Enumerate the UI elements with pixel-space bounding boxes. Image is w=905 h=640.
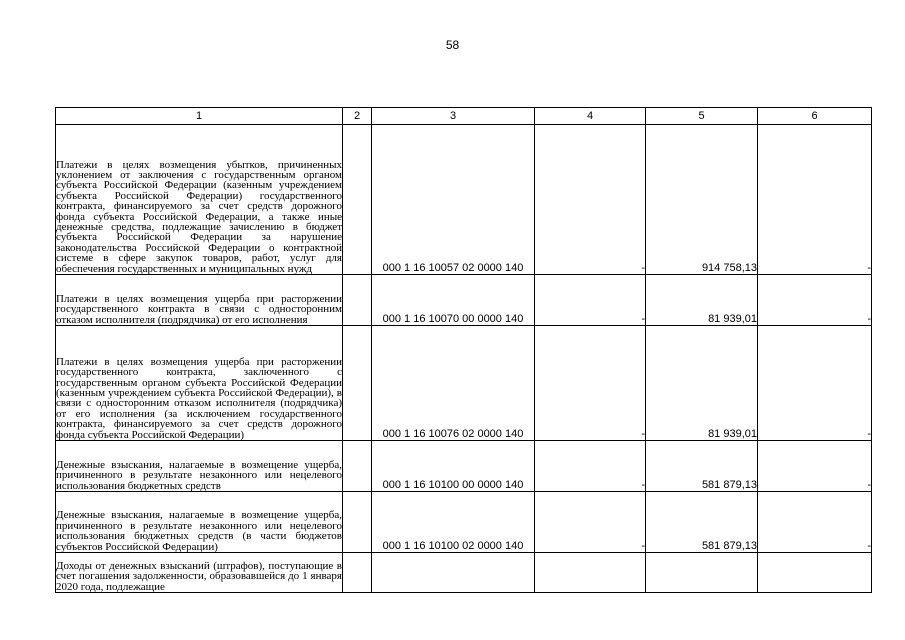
row-col6: - xyxy=(758,275,872,326)
table-row xyxy=(56,125,872,275)
row-col5-amount xyxy=(646,553,758,593)
row-col5-amount: 81 939,01 xyxy=(646,275,758,326)
row-col4: - xyxy=(535,326,646,441)
row-col6: - xyxy=(758,125,872,275)
table-row xyxy=(56,553,872,593)
row-col4: - xyxy=(535,492,646,553)
row-col6: - xyxy=(758,441,872,492)
row-col5-amount: 81 939,01 xyxy=(646,326,758,441)
header-row xyxy=(56,108,872,125)
row-col2 xyxy=(343,492,372,553)
row-col4: - xyxy=(535,441,646,492)
row-col6: - xyxy=(758,326,872,441)
row-description: Платежи в целях возмещения ущерба при расторжении государственного контракта в связи с односторонним отказом исполнителя (подрядчика) от его исполнения xyxy=(56,275,343,326)
row-col4: - xyxy=(535,125,646,275)
row-col6: - xyxy=(758,492,872,553)
row-col2 xyxy=(343,125,372,275)
row-budget-code: 000 1 16 10057 02 0000 140 xyxy=(372,125,535,275)
row-description: Доходы от денежных взысканий (штрафов), поступающие в счет погашения задолженности, образовавшейся до 1 января 2020 года, подлежащие xyxy=(56,553,343,593)
column-header-5: 5 xyxy=(646,108,758,125)
row-col5-amount: 914 758,13 xyxy=(646,125,758,275)
row-budget-code: 000 1 16 10100 00 0000 140 xyxy=(372,441,535,492)
row-budget-code: 000 1 16 10100 02 0000 140 xyxy=(372,492,535,553)
row-description: Платежи в целях возмещения убытков, причиненных уклонением от заключения с государственным органом субъекта Российской Федерации (казенным учреждением субъекта Российской Федерации) государственного контракта, финансируемого за счет средств дорожного фонда субъекта Российской Федерации, а также иные денежные средства, подлежащие зачислению в бюджет субъекта Российской Федерации за нарушение законодательства Российской Федерации о контрактной системе в сфере закупок товаров, работ, услуг для обеспечения государственных и муниципальных нужд xyxy=(56,125,343,275)
page-number: 58 xyxy=(445,38,460,52)
row-description: Платежи в целях возмещения ущерба при расторжении государственного контракта, заключенного с государственным органом субъекта Российской Федерации (казенным учреждением субъекта Российской Федерации), в связи с односторонним отказом исполнителя (подрядчика) от его исполнения (за исключением государственного контракта, финансируемого за счет средств дорожного фонда субъекта Российской Федерации) xyxy=(56,326,343,441)
row-budget-code: 000 1 16 10076 02 0000 140 xyxy=(372,326,535,441)
row-description: Денежные взыскания, налагаемые в возмещение ущерба, причиненного в результате незаконного или нецелевого использования бюджетных средств (в части бюджетов субъектов Российской Федерации) xyxy=(56,492,343,553)
row-col2 xyxy=(343,553,372,593)
table-row xyxy=(56,326,872,441)
column-header-2: 2 xyxy=(343,108,372,125)
row-budget-code xyxy=(372,553,535,593)
column-header-1: 1 xyxy=(56,108,343,125)
column-header-3: 3 xyxy=(372,108,535,125)
row-budget-code: 000 1 16 10070 00 0000 140 xyxy=(372,275,535,326)
table-row xyxy=(56,275,872,326)
table-row xyxy=(56,492,872,553)
row-description: Денежные взыскания, налагаемые в возмещение ущерба, причиненного в результате незаконного или нецелевого использования бюджетных средств xyxy=(56,441,343,492)
row-col2 xyxy=(343,326,372,441)
row-col5-amount: 581 879,13 xyxy=(646,492,758,553)
row-col5-amount: 581 879,13 xyxy=(646,441,758,492)
row-col2 xyxy=(343,441,372,492)
column-header-6: 6 xyxy=(758,108,872,125)
row-col4: - xyxy=(535,275,646,326)
row-col4 xyxy=(535,553,646,593)
table-row xyxy=(56,441,872,492)
row-col6 xyxy=(758,553,872,593)
column-header-4: 4 xyxy=(535,108,646,125)
budget-table xyxy=(55,107,872,593)
row-col2 xyxy=(343,275,372,326)
